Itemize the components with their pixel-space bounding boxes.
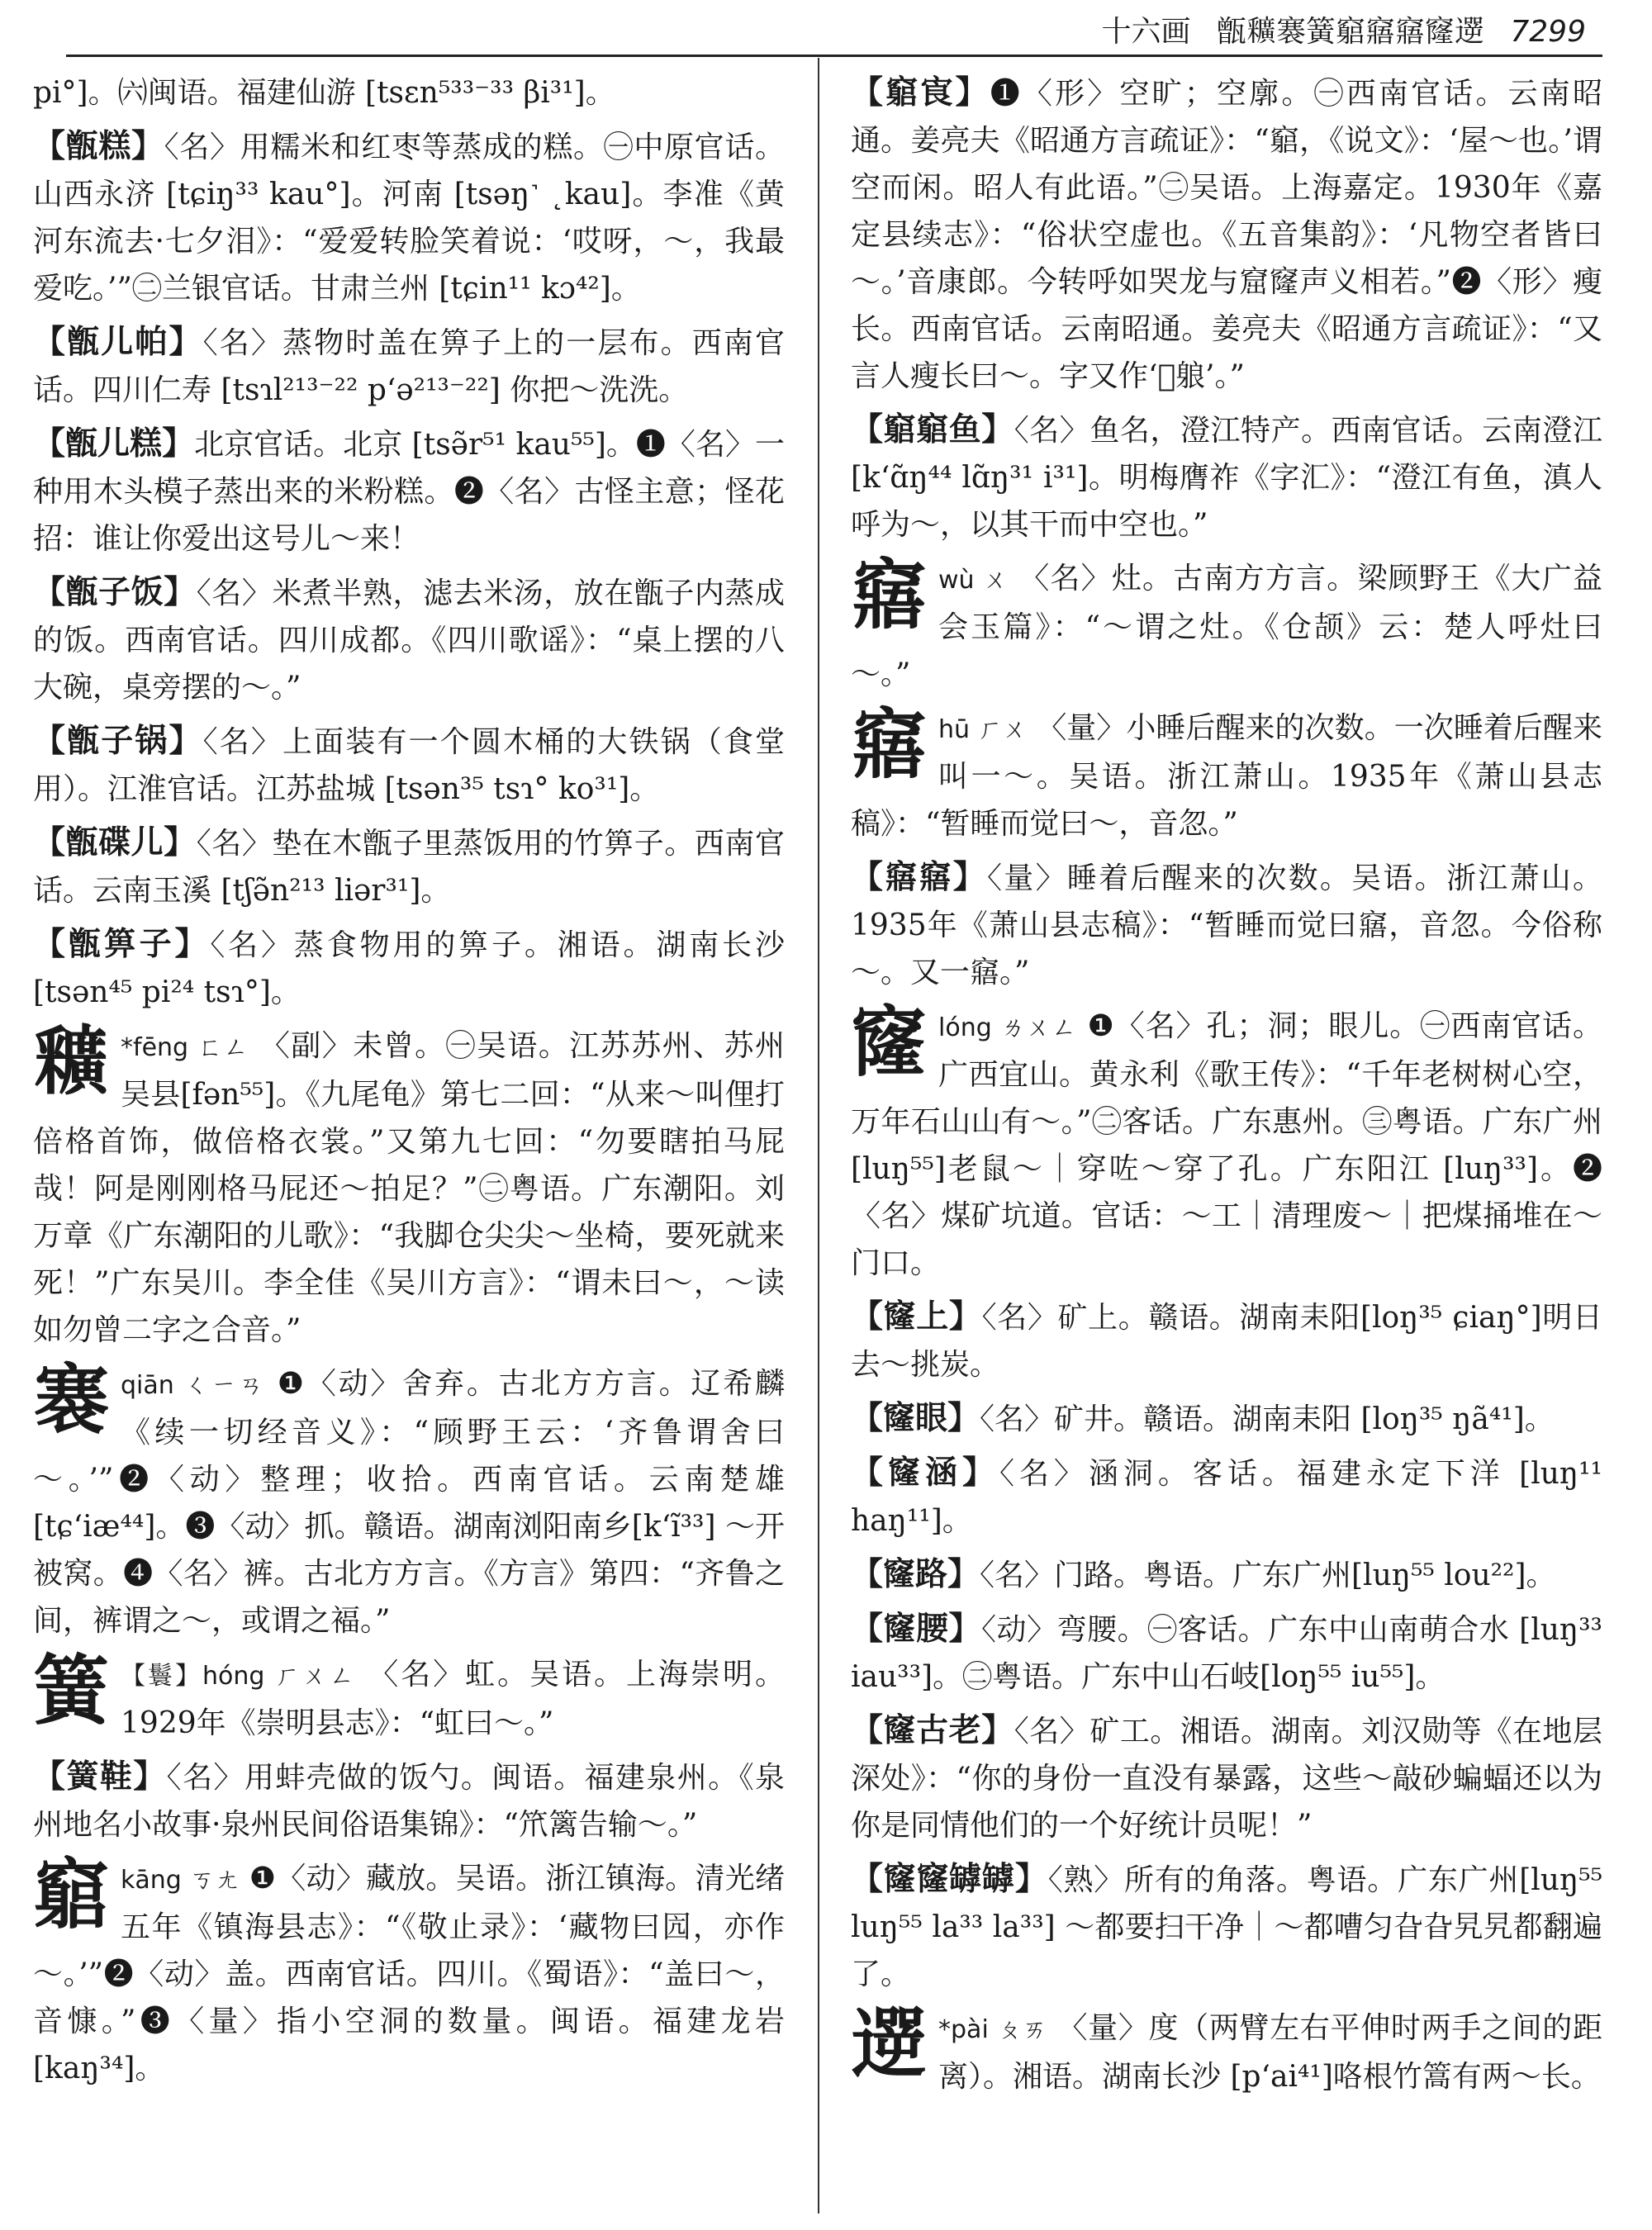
entry-text: 〈名〉灶。古南方方言。梁顾野王《大广益会玉篇》：“～谓之灶。《仓颉》云：楚人呼灶曰～。” [851,562,1602,691]
entry-text: 〈名〉涵洞。客话。福建永定下洋 [luŋ¹¹ haŋ¹¹]。 [851,1457,1602,1538]
entry-headword: 【甑儿糕】 [33,425,195,463]
entry-character-glyph: 褰 [33,1355,110,1445]
entry-character [851,2000,1602,2100]
entry-text: 〈名〉虹。吴语。上海崇明。1929年《崇明县志》：“虹曰～。” [121,1658,785,1740]
entry [851,1856,1602,1998]
entry-headword: 【簧鞋】 [33,1758,167,1796]
entry-headword: 【窿古老】 [851,1711,1014,1749]
entry-headword: 【甑子饭】 [33,573,197,611]
entry-character [33,1018,785,1354]
entry-text: ❶〈动〉舍弃。古北方方言。辽希麟《续一切经音义》：“顾野王云：‘齐鲁谓舍曰～。’”❷〈动〉整理；收拾。西南官话。云南楚雄[tɕ‘iæ⁴⁴]。❸〈动〉抓。赣语。湖南浏阳南乡[k‘ĩ³³] ～开被窝。❹〈名〉裤。古北方方言。《方言》第四：“齐鲁之间，裤谓之～，或谓之褔。” [33,1367,785,1638]
entry [851,406,1602,548]
entry-pinyin: *fēng ㄈㄥ [121,1033,249,1062]
entry-text: 〈名〉用糯米和红枣等蒸成的糕。㊀中原官话。山西永济 [tɕiŋ³³ kau°]。河南 [tsəŋ˺ ˛kau]。李准《黄河东流去·七夕泪》：“爱爱转脸笑着说：‘哎呀，～，我最爱吃。’”㊁兰银官话。甘肃兰州 [tɕin¹¹ kɔ⁴²]。 [33,130,785,306]
entry-text: 〈名〉矿上。赣语。湖南耒阳[loŋ³⁵ ɕiaŋ°]明日去～挑炭。 [851,1301,1602,1382]
entry [851,1293,1602,1388]
entry [851,1395,1602,1443]
entry-text: 〈名〉矿工。湘语。湖南。刘汉勋等《在地层深处》：“你的身份一直没有暴露，这些～敲砂蝙蝠还以为你是同情他们的一个好统计员呢！” [851,1715,1602,1843]
entry-character [33,1355,785,1644]
entry [33,569,785,711]
entry-character-glyph: 竆 [33,1850,110,1939]
entry-text: 北京官话。北京 [tsə̃r⁵¹ kau⁵⁵]。❶〈名〉一种用木头模子蒸出来的米粉糕。❷〈名〉古怪主意；怪花招：谁让你爱出这号儿～来！ [33,428,785,556]
entry-headword: 【竆竆鱼】 [851,410,1014,448]
entry-character-glyph: 窿 [851,998,928,1087]
entry [33,718,785,813]
entry-character [33,1646,785,1747]
entry [33,819,785,914]
entry-text: 〈名〉矿井。赣语。湖南耒阳 [loŋ³⁵ ŋã⁴¹]。 [980,1402,1555,1436]
left-column [33,69,785,2209]
entry [33,319,785,414]
entry-character-glyph: 窹 [851,550,928,639]
entry-text: 〈动〉弯腰。㊀客话。广东中山南萌合水 [luŋ³³ iau³³]。㊁粤语。广东中山石岐[loŋ⁵⁵ iu⁵⁵]。 [851,1613,1602,1694]
entry-text: 〈名〉米煮半熟，滤去米汤，放在甑子内蒸成的饭。西南官话。四川成都。《四川歌谣》：“桌上摆的八大碗，桌旁摆的～。” [33,576,785,705]
entry-text: 〈量〉小睡后醒来的次数。一次睡着后醒来叫一～。吴语。浙江萧山。1935年《萧山县志稿》：“暂睡而觉曰～，音忽。” [851,711,1602,841]
entry-headword: 【窿涵】 [851,1454,999,1492]
entry-character [33,1850,785,2092]
entry-headword: 【窿路】 [851,1555,980,1593]
entry-character-glyph: 遻 [851,2000,928,2089]
entry-character [851,550,1602,698]
entry-pinyin: wù ㄨ [938,566,1009,595]
entry-character-glyph: 𨤡 [33,1018,110,1107]
entry-text: 〈熟〉所有的角落。粤语。广东广州[luŋ⁵⁵ luŋ⁵⁵ la³³ la³³] ～都要扫干净｜～都嘈匀旮旮旯旯都翻遍了。 [851,1863,1602,1991]
header-running-title [1085,8,1586,50]
entry [851,1606,1602,1701]
entry-character-glyph: 簧 [33,1646,110,1735]
entry-text: pi°]。㈥闽语。福建仙游 [tsɛn⁵³³⁻³³ βi³¹]。 [33,76,615,110]
entry-pinyin: qiān ㄑㄧㄢ [121,1371,266,1400]
entry-headword: 【竆㝗】 [851,74,990,112]
entry-text: ❶〈名〉孔；洞；眼儿。㊀西南官话。广西宜山。黄永利《歌王传》：“千年老树树心空，万年石山山有～。”㊁客话。广东惠州。㊂粤语。广东广州 [luŋ⁵⁵]老鼠～｜穿咗～穿了孔。广东阳江 [luŋ³³]。❷〈名〉煤矿坑道。官话：～工｜清理废～｜把煤捅堆在～门口。 [851,1009,1602,1280]
entry-text: 〈名〉垫在木甑子里蒸饭用的竹箅子。西南官话。云南玉溪 [tʃə̃n²¹³ liər³¹]。 [33,827,785,908]
entry-pinyin: 【鬟】hóng ㄏㄨㄥ [121,1662,357,1691]
entry [851,854,1602,996]
entry-text: 〈副〉未曾。㊀吴语。江苏苏州、苏州吴县[fən⁵⁵]。《九尾龟》第七二回：“从来～叫俚打倍格首饰，做倍格衣裳。”又第九七回：“勿要瞎拍马屁哉！阿是刚刚格马屁还～拍足？”㊁粤语。广东潮阳。刘万章《广东潮阳的儿歌》：“我脚仓尖尖～坐椅，要死就来死！”广东吴川。李全佳《吴川方言》：“谓未曰～，～读如勿曾二字之合音。” [33,1029,785,1347]
column-divider [818,58,819,2213]
entry-text: 〈量〉度（两臂左右平伸时两手之间的距离）。湘语。湖南长沙 [p‘ai⁴¹]咯根竹篙有两～长。 [938,2011,1602,2094]
entry-text: 〈名〉鱼名，澄江特产。西南官话。云南澄江[k‘ɑ̃ŋ⁴⁴ lɑ̃ŋ³¹ i³¹]。明梅膺祚《字汇》：“澄江有鱼，滇人呼为～，以其干而中空也。” [851,414,1602,542]
entry [33,420,785,562]
entry-text: ❶〈动〉藏放。吴语。浙江镇海。清光绪五年《镇海县志》：“《敬止录》：‘藏物曰囥，亦作～。’”❷〈动〉盖。西南官话。四川。《蜀语》：“盖曰～，音慷。”❸〈量〉指小空洞的数量。闽语。福建龙岩 [kaŋ³⁴]。 [33,1862,785,2085]
entry-headword: 【甑儿帕】 [33,323,203,361]
entry [851,1450,1602,1544]
entry-headword: 【窿腰】 [851,1610,982,1648]
entry-headword: 【甑碟儿】 [33,823,197,861]
entry [851,1551,1602,1599]
entry-character [851,998,1602,1287]
entry-headword: 【窿眼】 [851,1399,980,1437]
entry-headword: 【甑子锅】 [33,722,203,760]
header-section: 十六画 [1101,15,1191,49]
entry [851,1707,1602,1849]
entry-text: ❶〈形〉空旷；空廓。㊀西南官话。云南昭通。姜亮夫《昭通方言疏证》：“竆，《说文》：‘屋～也。’谓空而闲。昭人有此语。”㊁吴语。上海嘉定。1930年《嘉定县续志》：“俗状空虚也。《五音集韵》：‘凡物空者皆曰～。’音康郎。今转呼如哭龙与窟窿声义相若。”❷〈形〉瘦长。西南官话。云南昭通。姜亮夫《昭通方言疏证》：“又言人瘦长曰～。字又作‘𨉁躴’。” [851,77,1602,393]
entry-text: 〈名〉蒸物时盖在箅子上的一层布。西南官话。四川仁寿 [tsɿl²¹³⁻²² p‘ə²¹³⁻²²] 你把～洗洗。 [33,326,785,407]
entry [851,69,1602,400]
entry-text: 〈名〉用蚌壳做的饭勺。闽语。福建泉州。《泉州地名小故事·泉州民间俗语集锦》：“笊篱告输～。” [33,1761,785,1842]
page-header [0,0,1652,58]
entry-headword: 【窿上】 [851,1298,982,1336]
entry [33,1753,785,1848]
entry-pinyin: kāng ㄎㄤ [121,1866,240,1895]
entry-pinyin: hū ㄏㄨ [938,715,1028,744]
header-rule [66,55,1602,57]
entry-headword: 【窹窹】 [851,858,988,896]
entry-pinyin: lóng ㄌㄨㄥ [938,1013,1078,1042]
entry-text: 〈名〉上面装有一个圆木桶的大铁锅（食堂用）。江淮官话。江苏盐城 [tsən³⁵ tsɿ° ko³¹]。 [33,725,785,806]
right-column [851,69,1602,2209]
entry [33,123,785,312]
entry [33,921,785,1016]
entry-headword: 【窿窿罅罅】 [851,1860,1048,1898]
header-chars: 甑𨤡褰簧竆窹窹窿遻 [1216,15,1484,49]
entry-text: 〈名〉蒸食物用的箅子。湘语。湖南长沙 [tsən⁴⁵ pi²⁴ tsɿ°]。 [33,928,785,1009]
entry-pinyin: *pài ㄆㄞ [938,2015,1048,2044]
entry-character-glyph: 窹 [851,700,928,789]
entry-headword: 【甑箅子】 [33,925,211,963]
entry-character [851,700,1602,847]
entry-headword: 【甑糕】 [33,127,164,165]
entry [33,69,785,116]
page-number: 7299 [1510,15,1586,49]
entry-text: 〈量〉睡着后醒来的次数。吴语。浙江萧山。1935年《萧山县志稿》：“暂睡而觉曰窹，音忽。今俗称～。又一窹。” [851,861,1602,989]
entry-text: 〈名〉门路。粤语。广东广州[luŋ⁵⁵ lou²²]。 [980,1559,1556,1592]
